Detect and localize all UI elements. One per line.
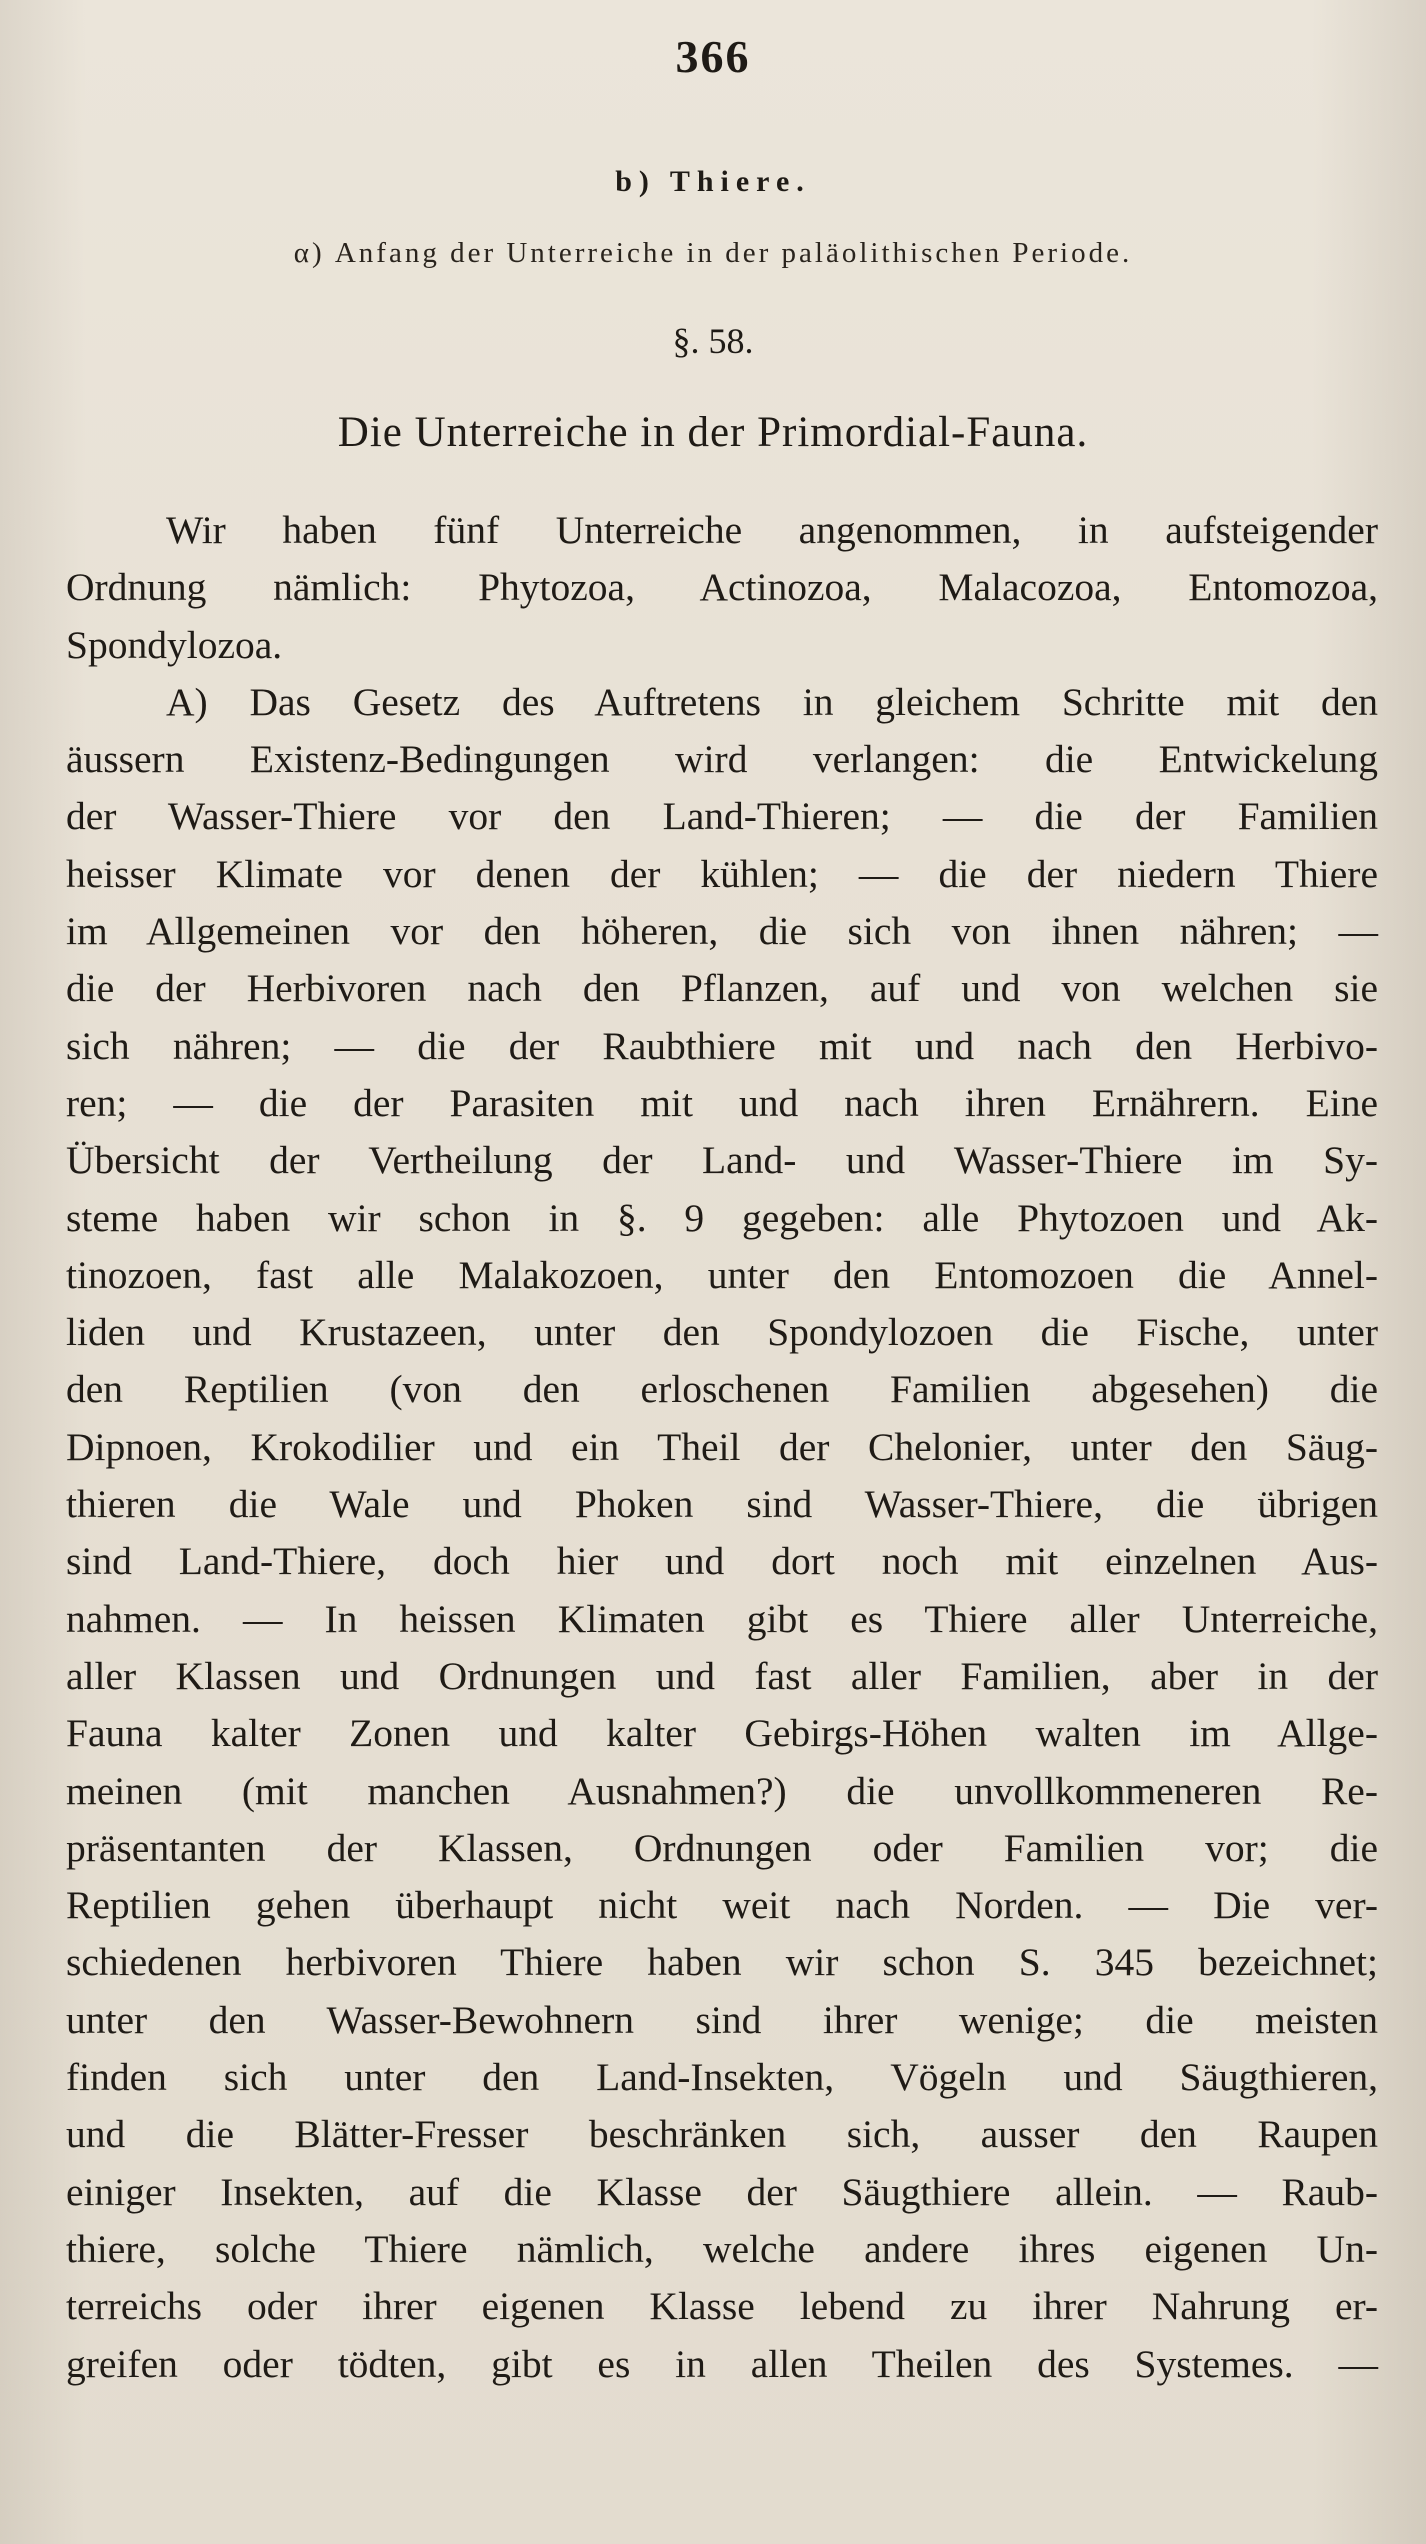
text-line: Ordnung nämlich: Phytozoa, Actinozoa, Malacozoa, Entomozoa, xyxy=(66,565,1378,610)
section-heading: b) Thiere. xyxy=(615,165,811,198)
text-line: den Reptilien (von den erloschenen Familien abgesehen) die xyxy=(66,1367,1378,1412)
text-line: liden und Krustazeen, unter den Spondylozoen die Fische, unter xyxy=(66,1310,1378,1355)
text-line: greifen oder tödten, gibt es in allen Theilen des Systemes. — xyxy=(66,2341,1378,2386)
text-line: Spondylozoa. xyxy=(66,622,283,667)
text-line: die der Herbivoren nach den Pflanzen, auf und von welchen sie xyxy=(66,966,1378,1011)
text-line: äussern Existenz-Bedingungen wird verlangen: die Entwickelung xyxy=(66,737,1378,782)
text-line: unter den Wasser-Bewohnern sind ihrer wenige; die meisten xyxy=(66,1997,1378,2042)
text-line: terreichs oder ihrer eigenen Klasse lebend zu ihrer Nahrung er- xyxy=(66,2284,1378,2329)
text-line: thiere, solche Thiere nämlich, welche andere ihres eigenen Un- xyxy=(66,2226,1378,2271)
text-line: A) Das Gesetz des Auftretens in gleichem Schritte mit den xyxy=(166,679,1378,724)
paragraph-number: §. 58. xyxy=(672,321,754,361)
body-text xyxy=(66,502,1378,2393)
text-line: tinozoen, fast alle Malakozoen, unter den Entomozoen die Annel- xyxy=(66,1252,1378,1297)
chapter-title: Die Unterreiche in der Primordial-Fauna. xyxy=(337,409,1089,456)
text-line: sind Land-Thiere, doch hier und dort noch mit einzelnen Aus- xyxy=(66,1539,1378,1584)
page-number: 366 xyxy=(675,31,751,82)
text-line: Übersicht der Vertheilung der Land- und Wasser-Thiere im Sy- xyxy=(66,1138,1378,1183)
paragraph-2 xyxy=(66,674,1378,2393)
paragraph-1 xyxy=(66,502,1378,674)
text-line: Reptilien gehen überhaupt nicht weit nach Norden. — Die ver- xyxy=(66,1883,1378,1928)
text-line: finden sich unter den Land-Insekten, Vögeln und Säugthieren, xyxy=(66,2055,1378,2100)
text-line: heisser Klimate vor denen der kühlen; — die der niedern Thiere xyxy=(66,851,1378,896)
text-line: steme haben wir schon in §. 9 gegeben: alle Phytozoen und Ak- xyxy=(66,1195,1378,1240)
text-line: thieren die Wale und Phoken sind Wasser-Thiere, die übrigen xyxy=(66,1482,1378,1527)
text-line: schiedenen herbivoren Thiere haben wir schon S. 345 bezeichnet; xyxy=(66,1940,1378,1985)
text-line: sich nähren; — die der Raubthiere mit und nach den Herbivo- xyxy=(66,1023,1378,1068)
text-line: präsentanten der Klassen, Ordnungen oder Familien vor; die xyxy=(66,1825,1378,1870)
subsection-heading: α) Anfang der Unterreiche in der paläolithischen Periode. xyxy=(293,237,1133,269)
text-line: im Allgemeinen vor den höheren, die sich von ihnen nähren; — xyxy=(66,909,1378,954)
text-line: der Wasser-Thiere vor den Land-Thieren; — die der Familien xyxy=(66,794,1378,839)
text-line: Dipnoen, Krokodilier und ein Theil der Chelonier, unter den Säug- xyxy=(66,1424,1378,1469)
text-line: einiger Insekten, auf die Klasse der Säugthiere allein. — Raub- xyxy=(66,2169,1378,2214)
text-line: nahmen. — In heissen Klimaten gibt es Thiere aller Unterreiche, xyxy=(66,1596,1378,1641)
text-line: meinen (mit manchen Ausnahmen?) die unvollkommeneren Re- xyxy=(66,1768,1378,1813)
text-line: Wir haben fünf Unterreiche angenommen, in aufsteigender xyxy=(166,508,1378,552)
text-line: und die Blätter-Fresser beschränken sich, ausser den Raupen xyxy=(66,2112,1378,2157)
text-line: aller Klassen und Ordnungen und fast aller Familien, aber in der xyxy=(66,1653,1378,1698)
text-line: Fauna kalter Zonen und kalter Gebirgs-Höhen walten im Allge- xyxy=(66,1711,1378,1756)
text-line: ren; — die der Parasiten mit und nach ihren Ernährern. Eine xyxy=(66,1080,1378,1125)
